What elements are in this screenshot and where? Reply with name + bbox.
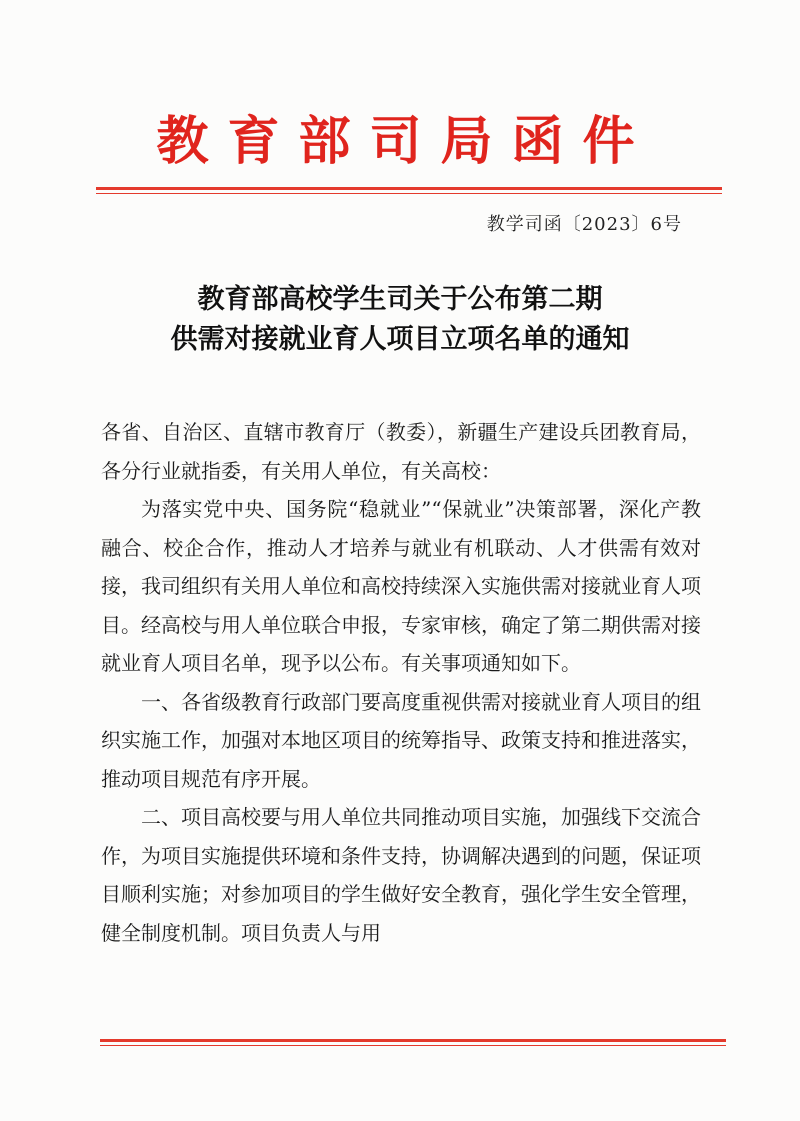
letterhead-title: 教育部司局函件: [156, 111, 654, 172]
divider-thin-line: [100, 1045, 726, 1046]
body-paragraph-3: 二、项目高校要与用人单位共同推动项目实施，加强线下交流合作，为项目实施提供环境和条件支持，协调解决遇到的问题，保证项目顺利实施；对参加项目的学生做好安全教育，强化学生安全管理，健全制度机制。项目负责人与用: [101, 805, 701, 945]
divider-thick-line: [96, 187, 722, 190]
document-body: [101, 413, 701, 952]
divider-thick-line: [100, 1039, 726, 1042]
document-title-line-2: 供需对接就业育人项目立项名单的通知: [170, 324, 630, 355]
document-title-line-1: 教育部高校学生司关于公布第二期: [197, 284, 603, 315]
salutation: 各省、自治区、直辖市教育厅（教委），新疆生产建设兵团教育局，各分行业就指委，有关用人单位，有关高校：: [101, 420, 701, 483]
body-paragraph-1: 为落实党中央、国务院“稳就业”“保就业”决策部署，深化产教融合、校企合作，推动人才培养与就业有机联动、人才供需有效对接，我司组织有关用人单位和高校持续深入实施供需对接就业育人项目。经高校与用人单位联合申报，专家审核，确定了第二期供需对接就业育人项目名单，现予以公布。有关事项通知如下。: [101, 497, 701, 675]
document-title: [0, 280, 800, 360]
letterhead-divider-top: [96, 187, 722, 194]
document-number: 教学司函〔2023〕6号: [486, 214, 682, 235]
divider-thin-line: [96, 193, 722, 194]
footer-divider: [100, 1039, 726, 1046]
body-paragraph-2: 一、各省级教育行政部门要高度重视供需对接就业育人项目的组织实施工作，加强对本地区项目的统筹指导、政策支持和推进落实，推动项目规范有序开展。: [101, 689, 701, 791]
